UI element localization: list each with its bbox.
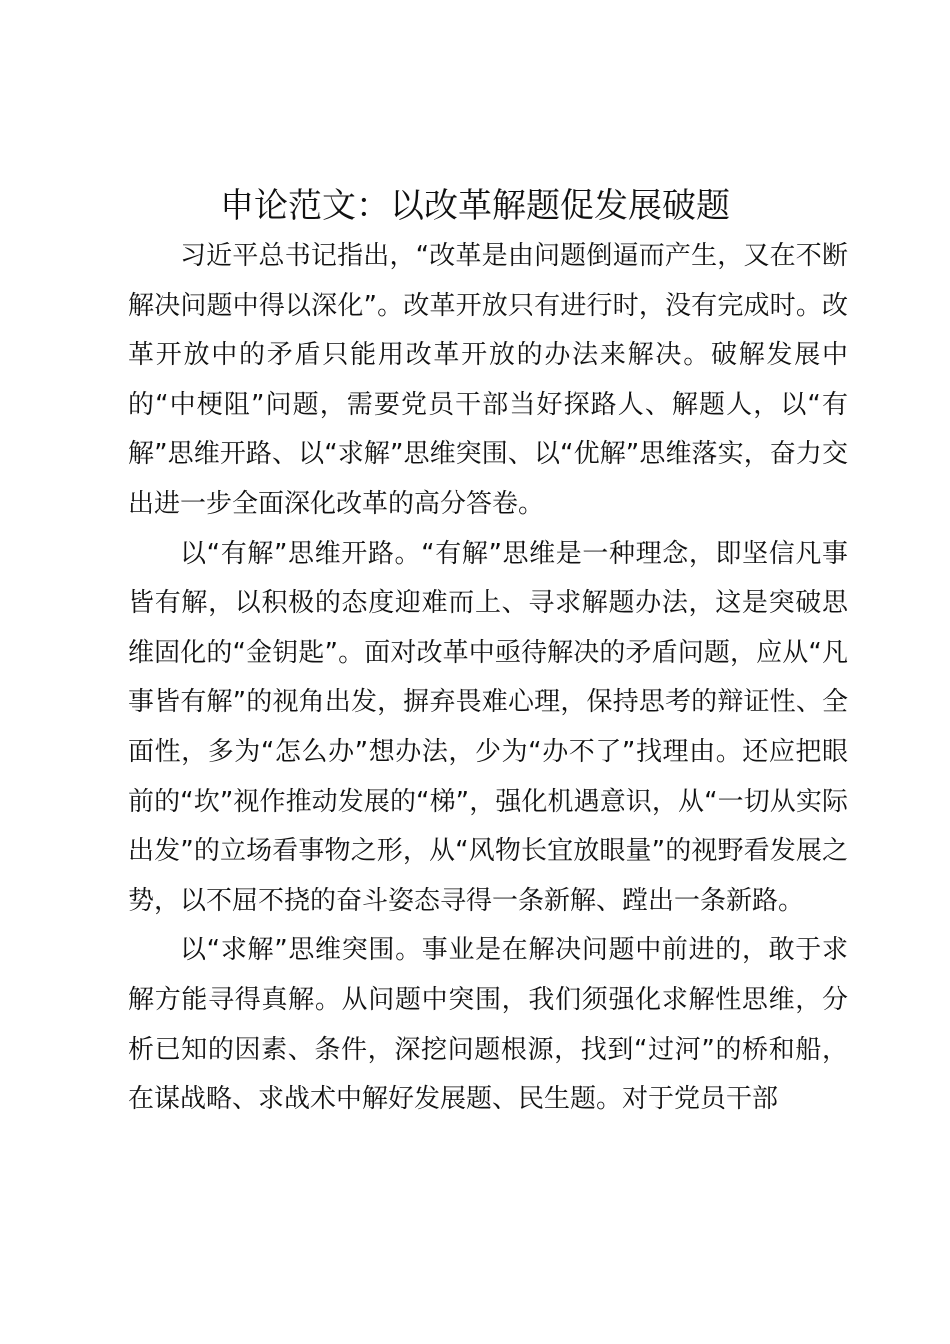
paragraph-intro: 习近平总书记指出，“改革是由问题倒逼而产生，又在不断解决问题中得以深化”。改革开放只有进行时，没有完成时。改革开放中的矛盾只能用改革开放的办法来解决。破解发展中的“中梗阻”问题，需要党员干部当好探路人、解题人，以“有解”思维开路、以“求解”思维突围、以“优解”思维落实，奋力交出进一步全面深化改革的高分答卷。 [128,241,848,519]
paragraph-qiujie: 以“求解”思维突围。事业是在解决问题中前进的，敢于求解方能寻得真解。从问题中突围，我们须强化求解性思维，分析已知的因素、条件，深挖问题根源，找到“过河”的桥和船，在谋战略、求战术中解好发展题、民生题。对于党员干部 [128,935,848,1115]
document-body [128,232,848,1125]
document-title: 申论范文：以改革解题促发展破题 [220,186,730,226]
paragraph-youjie: 以“有解”思维开路。“有解”思维是一种理念，即坚信凡事皆有解，以积极的态度迎难而上、寻求解题办法，这是突破思维固化的“金钥匙”。面对改革中亟待解决的矛盾问题，应从“凡事皆有解”的视角出发，摒弃畏难心理，保持思考的辩证性、全面性，多为“怎么办”想办法，少为“办不了”找理由。还应把眼前的“坎”视作推动发展的“梯”，强化机遇意识，从“一切从实际出发”的立场看事物之形，从“风物长宜放眼量”的视野看发展之势，以不屈不挠的奋斗姿态寻得一条新解、蹚出一条新路。 [128,538,848,916]
